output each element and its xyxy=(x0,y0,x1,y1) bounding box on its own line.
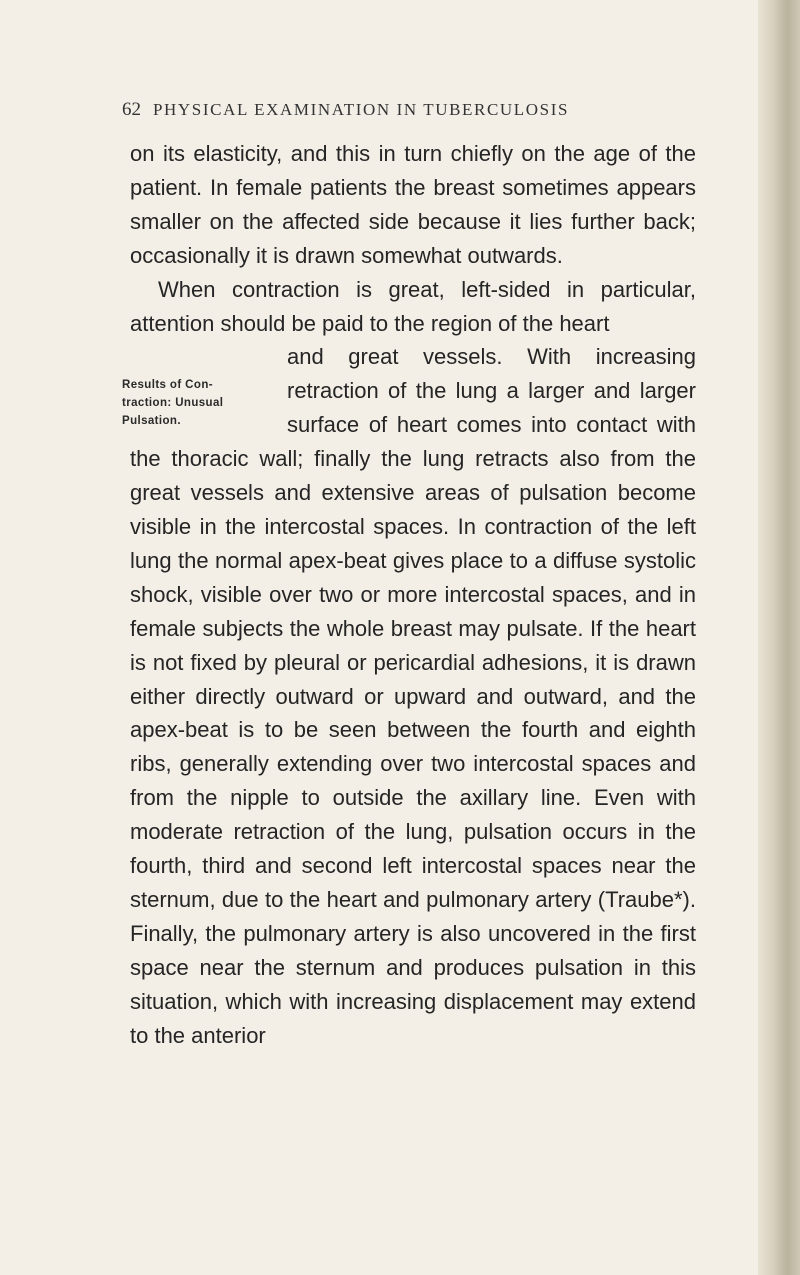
page-number: 62 xyxy=(122,99,141,120)
paragraph-1: on its elasticity, and this in turn chiefly on the age of the patient. In female patients the breast sometimes appears smaller on the affected side because it lies further back; occasionally it is drawn somewhat outwards. xyxy=(130,141,696,268)
running-title: PHYSICAL EXAMINATION IN TUBERCULOSIS xyxy=(153,100,570,119)
paragraph-2-continued: and great vessels. With increasing retraction of the lung a larger and larger surface of heart comes into contact with the thoracic wall; finally the lung retracts also from the great vessels and extensive areas of pulsation become visible in the intercostal spaces. In contraction of the left lung the normal apex-beat gives place to a diffuse systolic shock, visible over two or more intercostal spaces, and in female subjects the whole breast may pulsate. If the heart is not fixed by pleural or pericardial adhesions, it is drawn either directly outward or upward and outward, and the apex-beat is to be seen between the fourth and eighth ribs, generally extending over two intercostal spaces and from the nipple to outside the axillary line. Even with moderate retraction of the lung, pulsation occurs in the fourth, third and second left intercostal spaces near the sternum, due to the heart and pulmonary artery (Traube*). Finally, the pulmonary artery is also uncovered in the first space near the sternum and produces pulsation in this situation, which with increasing displacement may extend to the anterior xyxy=(130,344,696,1048)
body-text xyxy=(130,137,696,1052)
running-header xyxy=(122,99,642,121)
margin-note: Results of Con-traction: Unusual Pulsation. xyxy=(122,379,224,427)
page-edge-shadow xyxy=(758,0,800,1275)
paragraph-2: When contraction is great, left-sided in particular, attention should be paid to the region of the heart xyxy=(130,276,696,336)
margin-note-gap xyxy=(130,348,287,438)
